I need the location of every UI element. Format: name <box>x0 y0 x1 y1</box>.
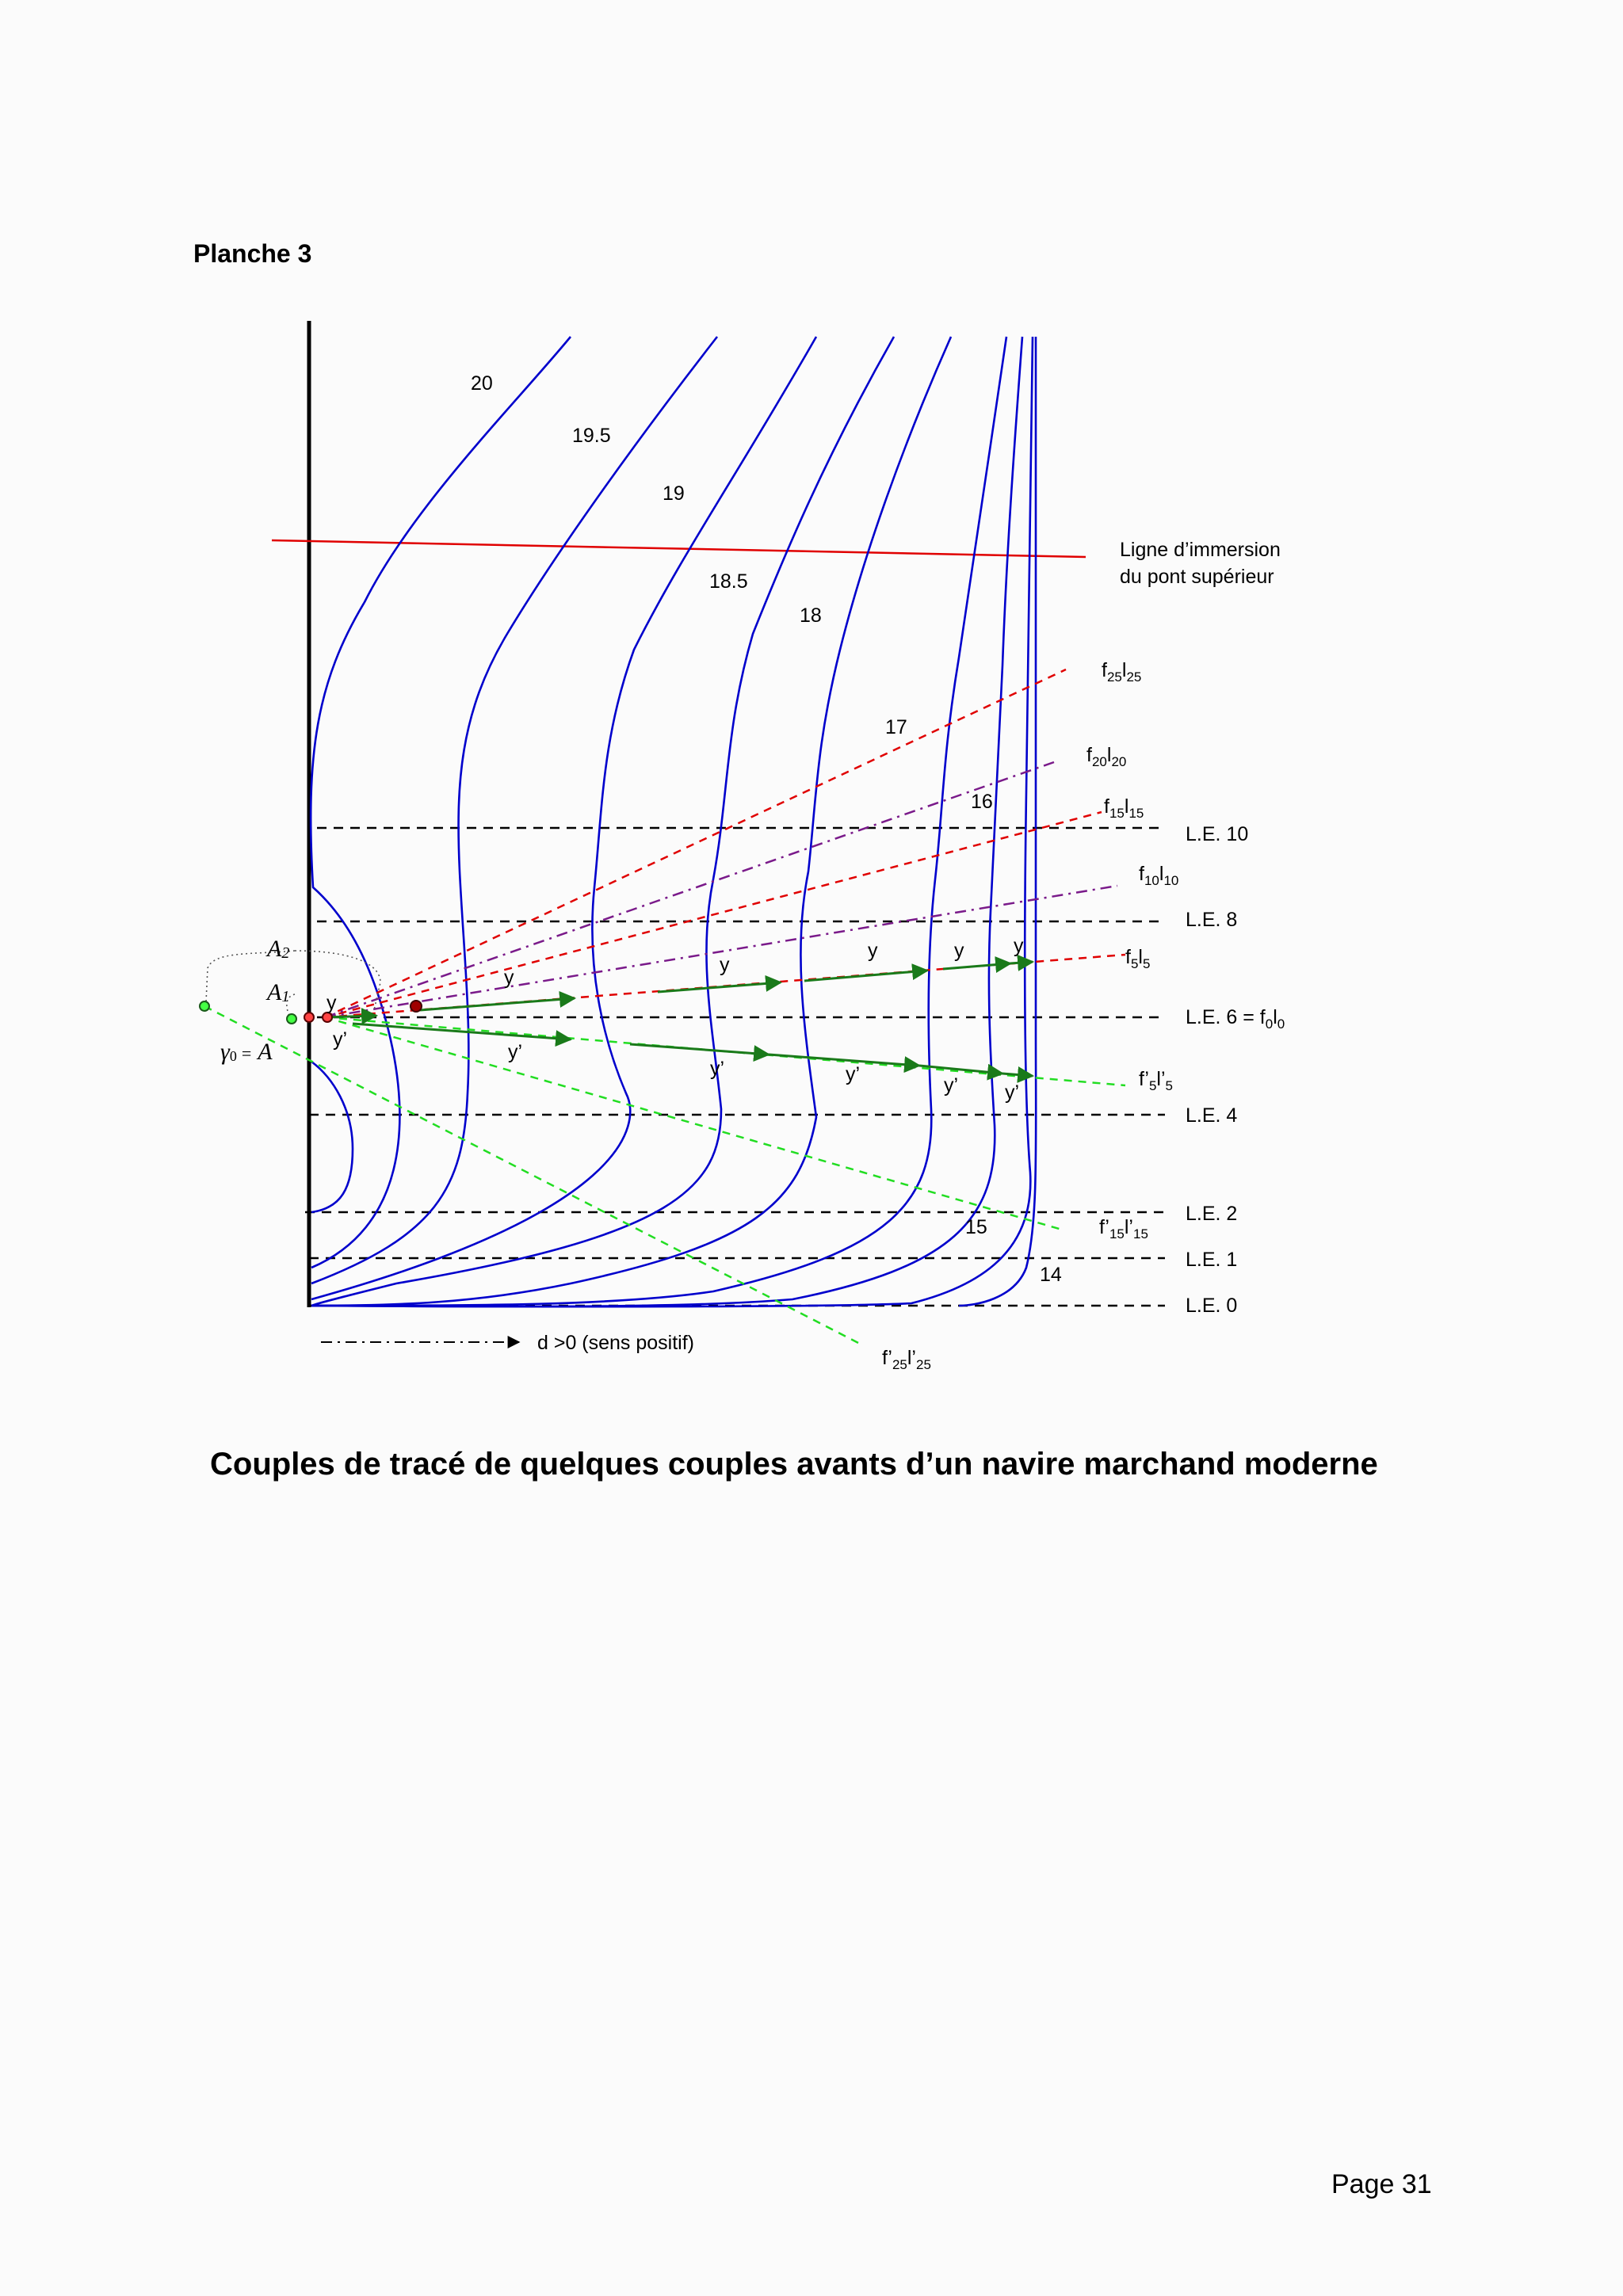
y-prime-label: y’ <box>1005 1081 1020 1104</box>
point-a1 <box>304 1013 314 1022</box>
ray-f20l20 <box>325 762 1054 1017</box>
ray-label-f25l25: $f_{25}l_{25}$ <box>1102 659 1142 685</box>
arrow-lower-2 <box>630 1044 769 1055</box>
ray-fp25lp25 <box>204 1006 860 1344</box>
y-label: y <box>327 992 337 1014</box>
station-label: 16 <box>971 791 993 813</box>
reference-brackets <box>206 951 380 1016</box>
waterline-labels <box>1186 823 1285 1317</box>
station-line-19-5 <box>311 337 717 1283</box>
y-label: y <box>868 940 878 962</box>
y-prime-label: y’ <box>508 1041 523 1063</box>
label-a2: A2 <box>267 936 290 962</box>
direction-label: d >0 (sens positif) <box>537 1332 695 1354</box>
arrow-upper-6 <box>1010 962 1033 963</box>
arrow-lower-1 <box>353 1024 571 1039</box>
immersion-line <box>272 540 1086 557</box>
station-line-20 <box>311 337 571 1268</box>
figure-caption: Couples de tracé de quelques couples avants d’un navire marchand moderne <box>210 1447 1378 1482</box>
label-gamma-a: γ0 = A <box>220 1039 273 1065</box>
station-label: 20 <box>471 372 493 395</box>
arrow-upper-4 <box>804 971 927 981</box>
ray-label-f5l5: $f_5l_5$ <box>1125 946 1151 971</box>
y-label: y <box>954 940 964 962</box>
station-label: 19 <box>663 482 685 505</box>
station-line-18 <box>311 337 951 1306</box>
y-prime-label: y’ <box>710 1058 725 1080</box>
page-number: Page 31 <box>1331 2169 1432 2199</box>
y-label: y <box>504 967 514 989</box>
station-line-inner-loop <box>311 1062 353 1212</box>
waterline-label-le0: L.E. 0 <box>1186 1295 1238 1317</box>
ray-label-fp25lp25: $f’_{25}l’_{25}$ <box>882 1347 931 1372</box>
bracket-a2 <box>206 951 380 1010</box>
station-label: 14 <box>1040 1264 1062 1286</box>
ray-label-f10l10: $f_{10}l_{10}$ <box>1139 863 1179 888</box>
y-label: y <box>1014 935 1024 957</box>
station-label: 18.5 <box>709 570 748 593</box>
immersion-label-line1: Ligne d’immersion <box>1120 539 1281 561</box>
immersion-label-line2: du pont supérieur <box>1120 566 1274 588</box>
purple-rays <box>325 762 1117 1017</box>
station-label: 18 <box>800 605 822 627</box>
y-labels-upper <box>327 935 1024 1014</box>
station-label: 19.5 <box>572 425 611 447</box>
arrow-upper-5 <box>943 963 1010 969</box>
lower-green-rays <box>204 1006 1125 1344</box>
ray-f25l25 <box>325 669 1066 1017</box>
construction-arrows <box>325 962 1033 1076</box>
point-a0 <box>287 1014 296 1024</box>
waterline-label-le2: L.E. 2 <box>1186 1203 1238 1225</box>
waterline-label-le10: L.E. 10 <box>1186 823 1249 845</box>
ray-label-fp5lp5: $f’_5l’_5$ <box>1139 1068 1173 1093</box>
station-line-17 <box>311 337 1006 1306</box>
point-far-left <box>200 1001 209 1011</box>
waterline-label-le4: L.E. 4 <box>1186 1104 1238 1127</box>
ray-label-f15l15: $f_{15}l_{15}$ <box>1104 795 1144 821</box>
label-a1: A1 <box>267 979 290 1005</box>
waterline-label-le6: L.E. $6 = f_0l_0$ <box>1186 1006 1285 1032</box>
waterline-label-le1: L.E. 1 <box>1186 1249 1238 1271</box>
y-prime-label: y’ <box>846 1063 861 1085</box>
page-heading: Planche 3 <box>193 239 312 268</box>
y-prime-label: y’ <box>944 1074 959 1097</box>
ray-label-f20l20: $f_{20}l_{20}$ <box>1086 744 1127 769</box>
point-upper <box>411 1001 422 1012</box>
station-label: 15 <box>965 1216 987 1238</box>
station-line-19 <box>311 337 816 1299</box>
arrow-lower-3 <box>769 1055 919 1066</box>
point-labels <box>220 936 289 1065</box>
station-labels <box>471 372 1062 1286</box>
station-line-18-5 <box>311 337 894 1306</box>
arrow-lower-4 <box>919 1066 1002 1074</box>
station-label: 17 <box>885 716 907 738</box>
arrow-upper-2 <box>420 998 575 1010</box>
y-prime-label: y’ <box>333 1028 348 1051</box>
station-line-14 <box>959 337 1036 1306</box>
ray-labels <box>882 659 1178 1372</box>
waterline-label-le8: L.E. 8 <box>1186 909 1238 931</box>
arrow-lower-5 <box>1002 1074 1033 1076</box>
ray-f10l10 <box>325 886 1117 1017</box>
y-label: y <box>720 954 730 976</box>
arrow-upper-3 <box>658 982 781 992</box>
ray-label-fp15lp15: $f’_{15}l’_{15}$ <box>1099 1216 1148 1241</box>
